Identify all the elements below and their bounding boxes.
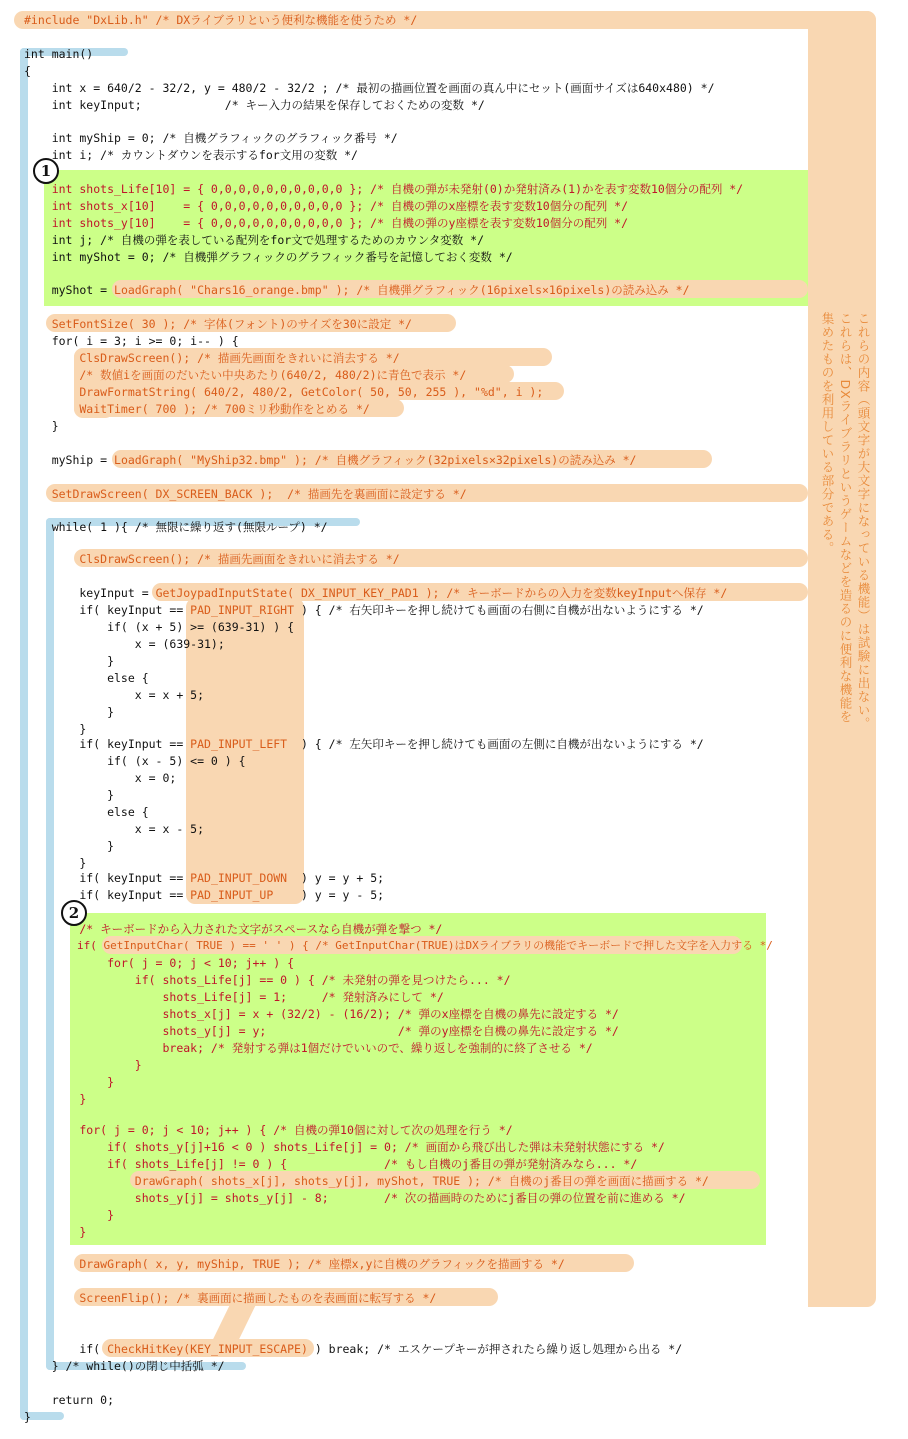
code-line: SetFontSize( 30 ); /* 字体(フォント)のサイズを30に設定 */ (24, 317, 412, 331)
side-note (818, 312, 872, 732)
code-line: int shots_Life[10] = { 0,0,0,0,0,0,0,0,0,0 }; /* 自機の弾が未発射(0)か発射済み(1)かを表す変数10個分の配列 */ (24, 182, 744, 196)
code-line: ScreenFlip(); /* 裏画面に描画したものを表画面に転写する */ (24, 1291, 437, 1305)
library-call: LoadGraph( "MyShip32.bmp" ); /* 自機グラフィック(32pixels×32pixels)の読み込み */ (114, 453, 637, 467)
code-line: while( 1 ){ /* 無限に繰り返す(無限ループ) */ (24, 520, 328, 534)
code-line: DrawGraph( shots_x[j], shots_y[j], myShot, TRUE ); /* 自機のj番目の弾を画面に描画する */ (24, 1174, 709, 1188)
code-line: } (24, 654, 115, 668)
code-line: int i; /* カウントダウンを表示するfor文用の変数 */ (24, 148, 358, 162)
code-line: shots_Life[j] = 1; /* 発射済みにして */ (24, 990, 444, 1004)
code-line: } (24, 1225, 87, 1239)
code-line (24, 735, 704, 753)
code-prefix: if( (24, 1342, 108, 1356)
code-line: int myShip = 0; /* 自機グラフィックのグラフィック番号 */ (24, 131, 398, 145)
code-line: shots_y[j] = shots_y[j] - 8; /* 次の描画時のためにj番目の弾の位置を前に進める */ (24, 1191, 686, 1205)
code-prefix: myShot = (24, 283, 115, 297)
code-suffix: ) { /* 右矢印キーを押し続けても画面の右側に自機が出ないようにする */ (294, 603, 704, 617)
code-line: int x = 640/2 - 32/2, y = 480/2 - 32/2 ; /* 最初の描画位置を画面の真ん中にセット(画面サイズは640x480) */ (24, 81, 715, 95)
code-line: } (24, 1208, 115, 1222)
code-line: x = x - 5; (24, 822, 205, 836)
code-prefix: if( keyInput == (24, 603, 191, 617)
code-line: for( j = 0; j < 10; j++ ) { (24, 956, 295, 970)
code-line: } (24, 1410, 31, 1424)
code-line: if( shots_y[j]+16 < 0 ) shots_Life[j] = 0; /* 画面から飛び出した弾は未発射状態にする */ (24, 1140, 665, 1154)
code-line (24, 869, 384, 887)
code-prefix: if( keyInput == (24, 737, 191, 751)
code-line (24, 937, 773, 955)
side-note-line3: 集めたものを利用している部分である。 (820, 312, 835, 555)
code-line: } (24, 1075, 115, 1089)
side-note-line2: これらは、DXライブラリというゲームなどを造るのに便利な機能を (838, 312, 853, 724)
code-line: } (24, 705, 115, 719)
pad-constant: PAD_INPUT_RIGHT (190, 603, 295, 617)
code-line: DrawFormatString( 640/2, 480/2, GetColor( 50, 50, 255 ), "%d", i ); (24, 385, 544, 399)
code-line: DrawGraph( x, y, myShip, TRUE ); /* 座標x,yに自機のグラフィックを描画する */ (24, 1257, 565, 1271)
code-line (24, 584, 727, 602)
library-call: LoadGraph( "Chars16_orange.bmp" ); /* 自機弾グラフィック(16pixels×16pixels)の読み込み */ (114, 283, 690, 297)
code-line (24, 1340, 682, 1358)
code-line: ClsDrawScreen(); /* 描画先画面をきれいに消去する */ (24, 552, 400, 566)
pad-constant: PAD_INPUT_UP (190, 888, 295, 902)
code-suffix: ) break; /* エスケープキーが押されたら繰り返し処理から出る */ (307, 1342, 683, 1356)
code-line: x = (639-31); (24, 637, 225, 651)
code-line: if( (x + 5) >= (639-31) ) { (24, 620, 295, 634)
library-call: GetJoypadInputState( DX_INPUT_KEY_PAD1 ); /* キーボードからの入力を変数keyInputへ保存 */ (155, 586, 728, 600)
code-line: break; /* 発射する弾は1個だけでいいので、繰り返しを強制的に終了させる */ (24, 1041, 593, 1055)
code-line: int main() (24, 47, 94, 61)
code-line: int j; /* 自機の弾を表している配列をfor文で処理するためのカウンタ変数 */ (24, 233, 485, 247)
include-text: #include "DxLib.h" /* DXライブラリという便利な機能を使うため */ (24, 13, 418, 27)
code-line: else { (24, 671, 149, 685)
code-line: } (24, 1092, 87, 1106)
code-line: int shots_y[10] = { 0,0,0,0,0,0,0,0,0,0 }; /* 自機の弾のy座標を表す変数10個分の配列 */ (24, 216, 628, 230)
code-line: return 0; (24, 1393, 115, 1407)
code-line: } /* while()の閉じ中括弧 */ (24, 1359, 225, 1373)
code-suffix: ) y = y + 5; (294, 871, 385, 885)
code-line: for( j = 0; j < 10; j++ ) { /* 自機の弾10個に対して次の処理を行う */ (24, 1123, 513, 1137)
code-line: if( shots_Life[j] == 0 ) { /* 未発射の弾を見つけたら... */ (24, 973, 511, 987)
pad-constant: PAD_INPUT_LEFT (190, 737, 295, 751)
section-marker-2: 2 (61, 900, 87, 926)
code-prefix: keyInput = (24, 586, 156, 600)
code-line (24, 451, 636, 469)
side-note-line1: これらの内容（頭文字が大文字になっている機能）は試験に出ない。 (856, 312, 871, 731)
code-line: if( (x - 5) <= 0 ) { (24, 754, 246, 768)
code-prefix: myShip = (24, 453, 115, 467)
library-call: CheckHitKey(KEY_INPUT_ESCAPE) (107, 1342, 308, 1356)
code-prefix: if( keyInput == (24, 888, 191, 902)
code-prefix: if( (24, 939, 104, 952)
code-line: for( i = 3; i >= 0; i-- ) { (24, 334, 239, 348)
code-line: } (24, 839, 115, 853)
code-line: else { (24, 805, 149, 819)
code-line: } (24, 1058, 142, 1072)
library-call: GetInputChar( TRUE ) == ' ' ) { /* GetInputChar(TRUE)はDXライブラリの機能でキーボードで押した文字を入力する */ (103, 939, 773, 952)
code-line: if( shots_Life[j] != 0 ) { /* もし自機のj番目の弾が発射済みなら... */ (24, 1157, 638, 1171)
code-line: } (24, 419, 59, 433)
code-line: int shots_x[10] = { 0,0,0,0,0,0,0,0,0,0 }; /* 自機の弾のx座標を表す変数10個分の配列 */ (24, 199, 628, 213)
code-line: shots_y[j] = y; /* 弾のy座標を自機の鼻先に設定する */ (24, 1024, 619, 1038)
section-marker-1: 1 (33, 158, 59, 184)
code-suffix: ) y = y - 5; (294, 888, 385, 902)
code-line: } (24, 856, 87, 870)
code-line: } (24, 788, 115, 802)
code-line: x = x + 5; (24, 688, 205, 702)
code-line: { (24, 64, 31, 78)
code-line: int keyInput; /* キー入力の結果を保存しておくための変数 */ (24, 98, 485, 112)
pad-constant: PAD_INPUT_DOWN (190, 871, 295, 885)
code-line: WaitTimer( 700 ); /* 700ミリ秒動作をとめる */ (24, 402, 370, 416)
code-line: SetDrawScreen( DX_SCREEN_BACK ); /* 描画先を裏画面に設定する */ (24, 487, 467, 501)
code-suffix: ) { /* 左矢印キーを押し続けても画面の左側に自機が出ないようにする */ (294, 737, 704, 751)
code-line: /* 数値iを画面のだいたい中央あたり(640/2, 480/2)に青色で表示 */ (24, 368, 467, 382)
code-line (24, 281, 690, 299)
code-line: ClsDrawScreen(); /* 描画先画面をきれいに消去する */ (24, 351, 400, 365)
code-line (24, 601, 704, 619)
code-line: /* キーボードから入力された文字がスペースなら自機が弾を撃つ */ (24, 922, 443, 936)
code-line: } (24, 722, 87, 736)
code-line (24, 886, 384, 904)
code-line: x = 0; (24, 771, 177, 785)
code-line (24, 11, 417, 29)
code-line: int myShot = 0; /* 自機弾グラフィックのグラフィック番号を記憶しておく変数 */ (24, 250, 513, 264)
code-line: shots_x[j] = x + (32/2) - (16/2); /* 弾のx座標を自機の鼻先に設定する */ (24, 1007, 619, 1021)
code-prefix: if( keyInput == (24, 871, 191, 885)
